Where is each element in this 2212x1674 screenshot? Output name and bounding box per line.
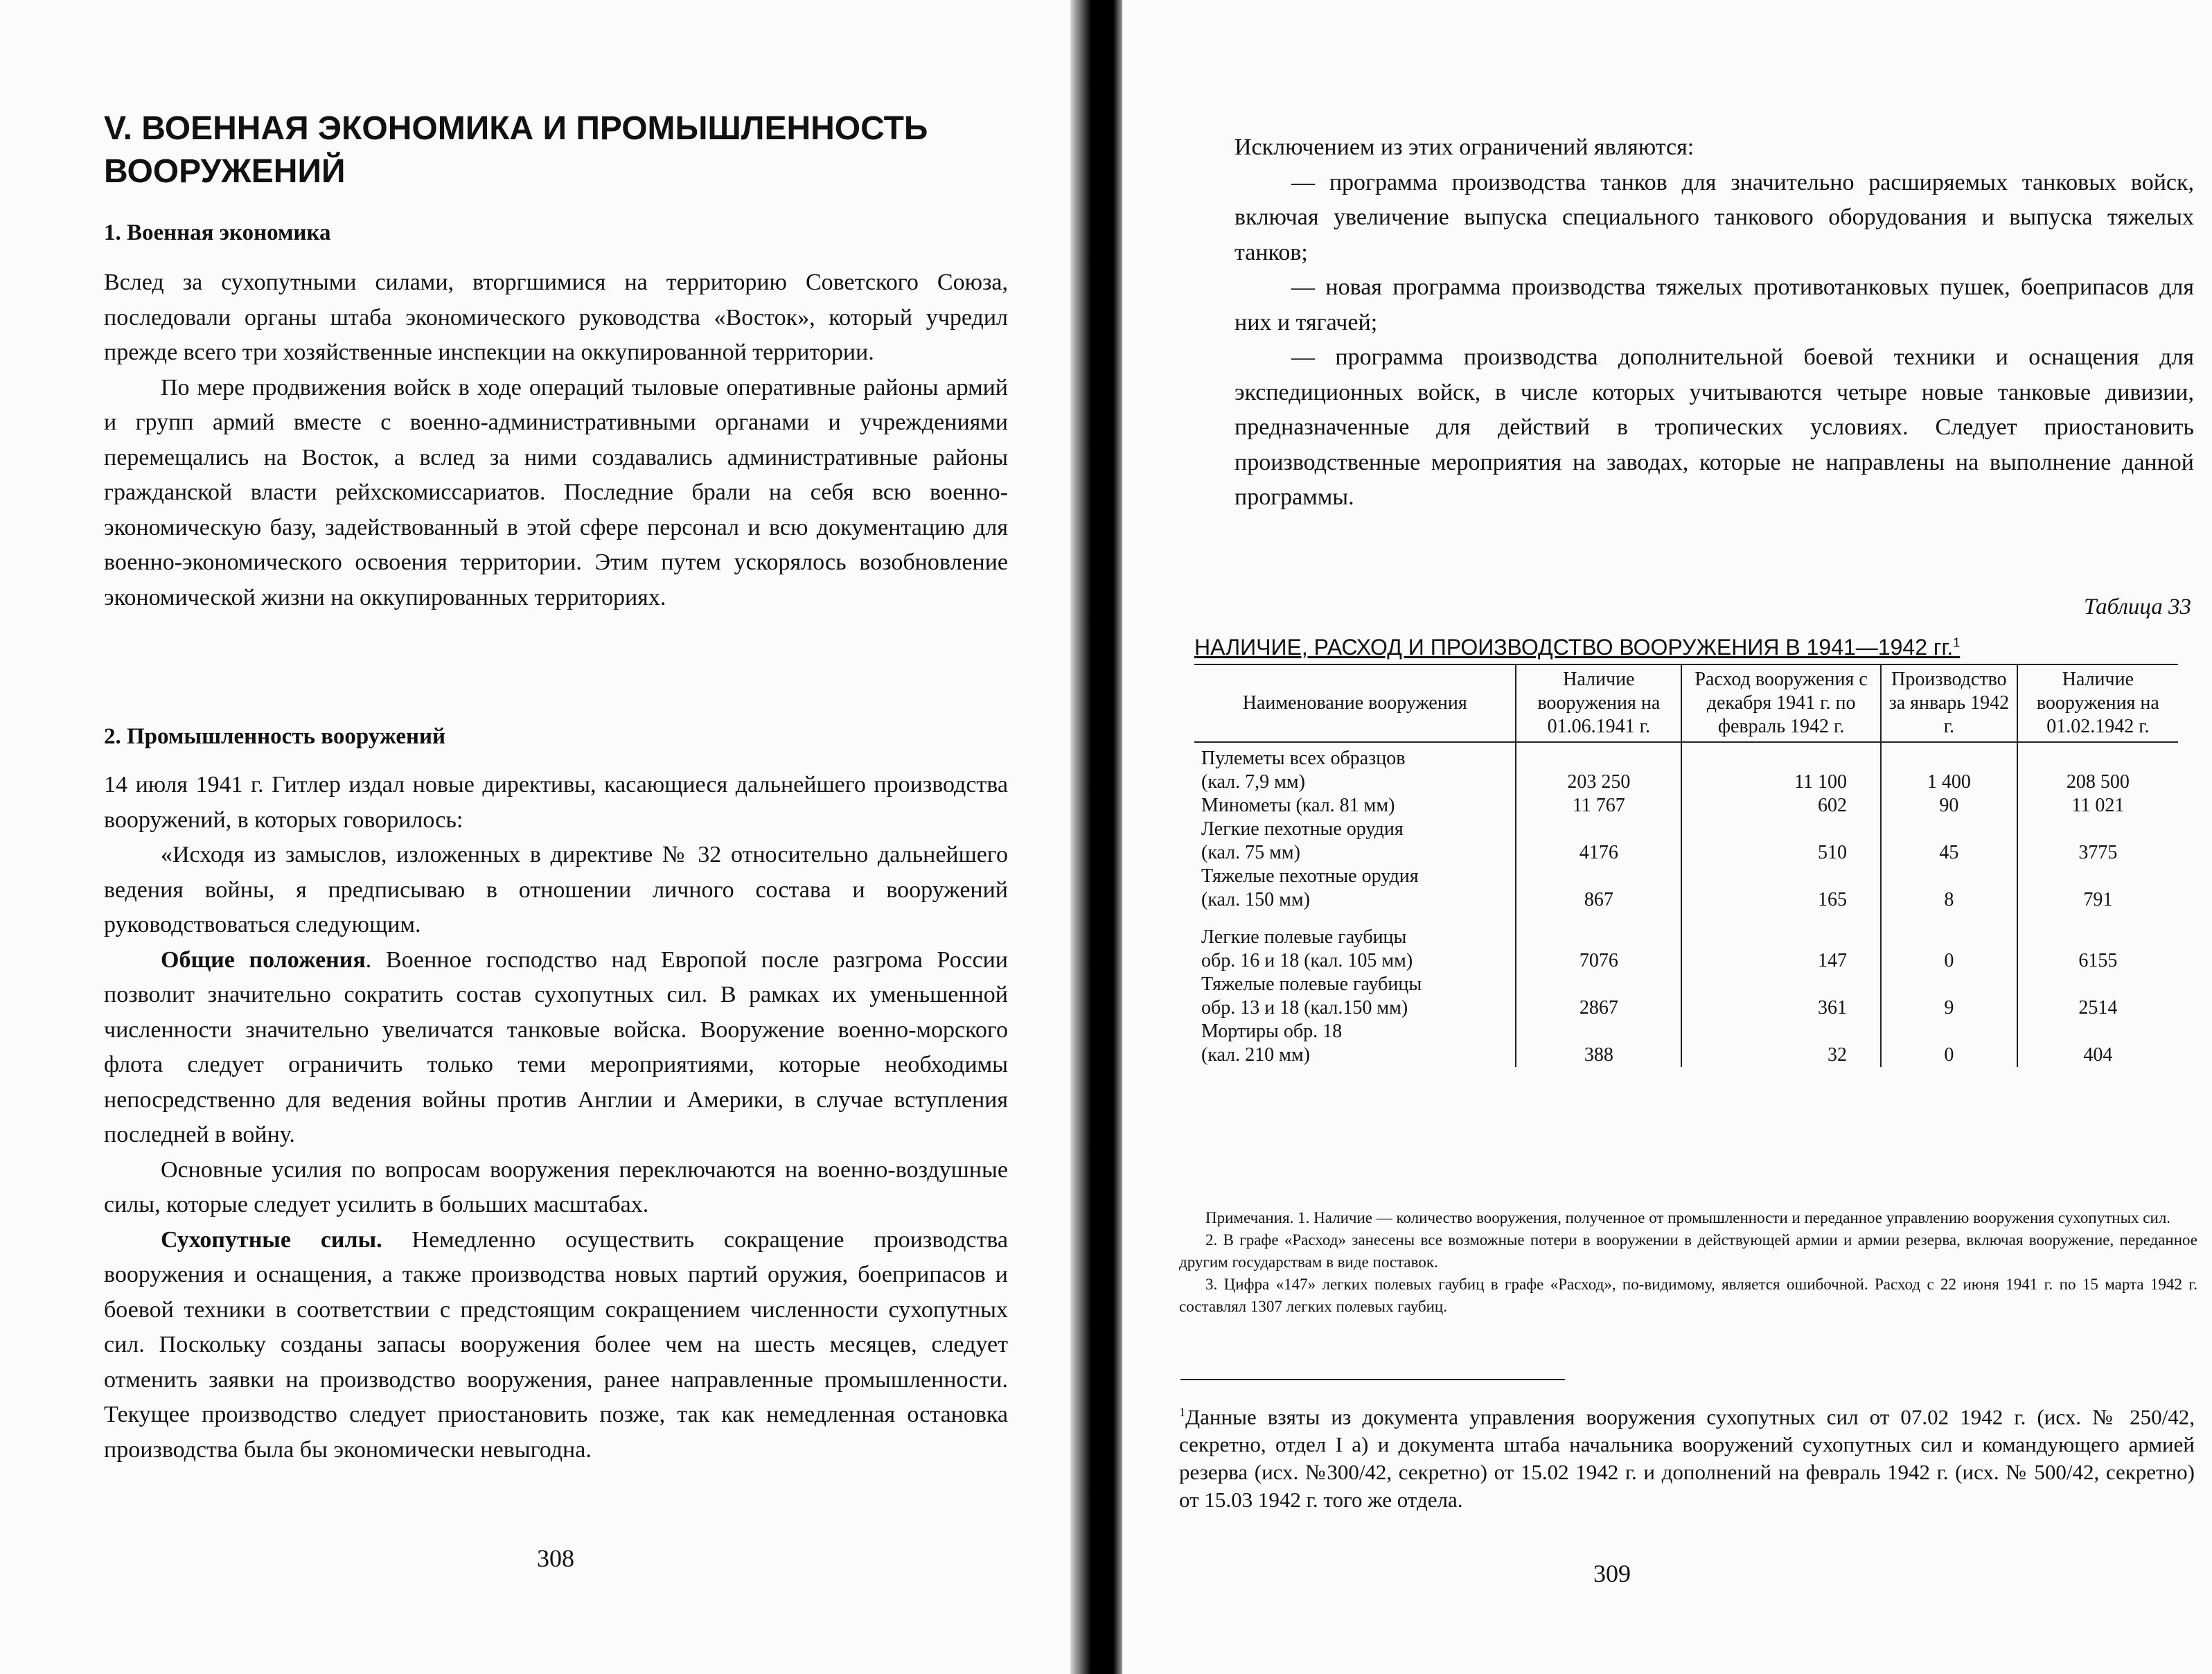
produced-cell <box>1881 1020 2017 1043</box>
weapon-name-cell: Легкие полевые гаубицы <box>1201 926 1407 948</box>
spent-cell <box>1681 926 1881 949</box>
left-page <box>0 0 1070 1674</box>
table-row <box>1194 818 2178 841</box>
spent-cell: 165 <box>1681 888 1881 912</box>
produced-cell: 90 <box>1881 794 2017 818</box>
table-row <box>1194 1020 2178 1043</box>
paragraph-text: Немедленно осуществить сокращение производства вооружения и оснащения, а также производства новых партий оружия, боеприпасов и боевой техники в соответствии с предстоящим сокращением численности сухопутных сил. Поскольку созданы запасы вооружения более чем на шесть месяцев, следует отменить заявки на производство вооружения, ранее направленные промышленности. Текущее производство следует приостановить позже, так как немедленная остановка производства была бы экономически невыгодна. <box>104 1226 1009 1463</box>
list-item: — программа производства танков для значительно расширяемых танковых войск, включая увеличение выпуска специального танкового оборудования и выпуска тяжелых танков; <box>1235 169 2194 265</box>
table-row <box>1194 949 2178 973</box>
paragraph: Исключением из этих ограничений являются: <box>1235 134 1695 160</box>
available-cell: 11 767 <box>1516 794 1681 818</box>
table-row <box>1194 742 2178 770</box>
spent-cell <box>1681 818 1881 841</box>
table-note: Примечания. 1. Наличие — количество вооружения, полученное от промышленности и переданное управлению вооружения сухопутных сил. <box>1205 1209 2171 1226</box>
weapon-name-cell: Пулеметы всех образцов <box>1201 748 1406 769</box>
table-row <box>1194 794 2178 818</box>
table-spacer-row <box>1194 912 2178 926</box>
weapon-name-cell: Тяжелые пехотные орудия <box>1201 865 1419 887</box>
armament-table <box>1194 664 2178 1067</box>
paragraph-general-provisions <box>104 943 1008 1153</box>
remaining-cell: 2514 <box>2017 996 2178 1020</box>
table-title-text: НАЛИЧИЕ, РАСХОД И ПРОИЗВОДСТВО ВООРУЖЕНИЯ В 1941—1942 гг. <box>1194 635 1954 660</box>
section-title-military-economy: 1. Военная экономика <box>104 220 331 245</box>
spent-cell <box>1681 865 1881 888</box>
table-row <box>1194 888 2178 912</box>
available-cell: 4176 <box>1516 841 1681 865</box>
produced-cell <box>1881 926 2017 949</box>
weapon-name-cell: Минометы (кал. 81 мм) <box>1201 795 1395 816</box>
available-cell: 867 <box>1516 888 1681 912</box>
column-header: Наименование вооружения <box>1194 664 1516 742</box>
remaining-cell: 6155 <box>2017 949 2178 973</box>
footnote-marker: 1 <box>1179 1405 1185 1419</box>
available-cell: 7076 <box>1516 949 1681 973</box>
weapon-name-cell: (кал. 75 мм) <box>1201 842 1300 863</box>
remaining-cell: 11 021 <box>2017 794 2178 818</box>
spent-cell: 11 100 <box>1681 770 1881 794</box>
available-cell: 203 250 <box>1516 770 1681 794</box>
produced-cell: 0 <box>1881 1043 2017 1067</box>
available-cell <box>1516 742 1681 770</box>
table-spacer-cell <box>1194 912 1516 926</box>
table-notes <box>1179 1207 2197 1318</box>
produced-cell: 0 <box>1881 949 2017 973</box>
table-spacer-cell <box>1881 912 2017 926</box>
remaining-cell: 208 500 <box>2017 770 2178 794</box>
column-header: Наличие вооружения на 01.06.1941 г. <box>1516 664 1681 742</box>
table-note: 2. В графе «Расход» занесены все возможные потери в вооружении в действующей армии и армии резерва, включая вооружение, переданное другим государствам в виде поставок. <box>1179 1231 2197 1271</box>
section-title-arms-industry: 2. Промышленность вооружений <box>104 724 446 749</box>
weapon-name-cell: обр. 13 и 18 (кал.150 мм) <box>1201 997 1408 1019</box>
footnote-marker: 1 <box>1953 635 1961 650</box>
paragraph: Вслед за сухопутными силами, вторгшимися на территорию Советского Союза, последовали органы штаба экономического руководства «Восток», который учредил прежде всего три хозяйственные инспекции на оккупированной территории. <box>104 270 1008 365</box>
spent-cell <box>1681 973 1881 996</box>
quote-paragraph: «Исходя из замыслов, изложенных в директиве № 32 относительно дальнейшего ведения войны, я предписываю в отношении личного состава и вооружений руководствоваться следующим. <box>104 842 1008 937</box>
remaining-cell <box>2017 742 2178 770</box>
section1-body <box>104 265 1008 615</box>
weapon-name-cell: Легкие пехотные орудия <box>1201 818 1404 840</box>
weapon-name-cell: (кал. 150 мм) <box>1201 889 1310 910</box>
list-item: — программа производства дополнительной боевой техники и оснащения для экспедиционных войск, в числе которых учитываются четыре новые танковые дивизии, предназначенные для действий в тропических условиях. Следует приостановить производственные мероприятия на заводах, которые не направлены на выполнение данной программы. <box>1235 344 2194 510</box>
weapon-name-cell: (кал. 7,9 мм) <box>1201 771 1305 793</box>
remaining-cell <box>2017 865 2178 888</box>
table-spacer-cell <box>1681 912 1881 926</box>
weapon-name-cell: обр. 16 и 18 (кал. 105 мм) <box>1201 950 1413 971</box>
table-header-row <box>1194 664 2178 742</box>
produced-cell <box>1881 865 2017 888</box>
footnote <box>1179 1398 2195 1514</box>
footnote-text: Данные взяты из документа управления вооружения сухопутных сил от 07.02 1942 г. (исх. № 250/42, секретно, отдел I а) и документа штаба начальника вооружений сухопутных сил и командующего армией резерва (исх. №300/42, секретно) от 15.02 1942 г. и дополнений на февраль 1942 г. (исх. № 500/42, секретно) от 15.03 1942 г. того же отдела. <box>1179 1404 2195 1513</box>
available-cell: 388 <box>1516 1043 1681 1067</box>
table-row <box>1194 996 2178 1020</box>
remaining-cell <box>2017 973 2178 996</box>
produced-cell <box>1881 973 2017 996</box>
spent-cell: 510 <box>1681 841 1881 865</box>
table-caption: Таблица 33 <box>2084 594 2191 619</box>
produced-cell <box>1881 818 2017 841</box>
available-cell <box>1516 1020 1681 1043</box>
paragraph-ground-forces <box>104 1223 1008 1468</box>
available-cell: 2867 <box>1516 996 1681 1020</box>
table-row <box>1194 865 2178 888</box>
spent-cell: 147 <box>1681 949 1881 973</box>
table-row <box>1194 1043 2178 1067</box>
table-body <box>1194 742 2178 1067</box>
paragraph: Основные усилия по вопросам вооружения переключаются на военно-воздушные силы, которые следует усилить в больших масштабах. <box>104 1156 1008 1217</box>
produced-cell <box>1881 742 2017 770</box>
page-number-left: 308 <box>537 1544 574 1572</box>
column-header: Расход вооружения с декабря 1941 г. по февраль 1942 г. <box>1681 664 1881 742</box>
table-row <box>1194 973 2178 996</box>
book-spine <box>1070 0 1122 1674</box>
right-page <box>1122 0 2212 1674</box>
run-in-heading: Сухопутные силы. <box>161 1226 382 1253</box>
list-item: — новая программа производства тяжелых противотанковых пушек, боеприпасов для них и тягачей; <box>1235 274 2194 335</box>
remaining-cell: 791 <box>2017 888 2178 912</box>
column-header: Производство за январь 1942 г. <box>1881 664 2017 742</box>
table-note: 3. Цифра «147» легких полевых гаубиц в графе «Расход», по-видимому, является ошибочной. Расход с 22 июня 1941 г. по 15 марта 1942 г. составлял 1307 легких полевых гаубиц. <box>1179 1276 2197 1315</box>
table-title <box>1194 635 2088 660</box>
exceptions-body <box>1235 130 2194 516</box>
table-row <box>1194 926 2178 949</box>
available-cell <box>1516 865 1681 888</box>
page-number-right: 309 <box>1593 1560 1631 1587</box>
remaining-cell: 3775 <box>2017 841 2178 865</box>
footnote-divider <box>1180 1379 1565 1380</box>
available-cell <box>1516 926 1681 949</box>
run-in-heading: Общие положения <box>161 946 366 973</box>
remaining-cell <box>2017 818 2178 841</box>
remaining-cell: 404 <box>2017 1043 2178 1067</box>
section2-body <box>104 768 1008 1468</box>
table-row <box>1194 770 2178 794</box>
spent-cell: 32 <box>1681 1043 1881 1067</box>
paragraph: 14 июля 1941 г. Гитлер издал новые директивы, касающиеся дальнейшего производства вооружений, в которых говорилось: <box>104 772 1008 833</box>
spent-cell <box>1681 1020 1881 1043</box>
table-spacer-cell <box>2017 912 2178 926</box>
table-spacer-cell <box>1516 912 1681 926</box>
weapon-name-cell: Тяжелые полевые гаубицы <box>1201 973 1422 995</box>
available-cell <box>1516 973 1681 996</box>
remaining-cell <box>2017 926 2178 949</box>
spent-cell <box>1681 742 1881 770</box>
weapon-name-cell: (кал. 210 мм) <box>1201 1044 1310 1066</box>
paragraph-text: . Военное господство над Европой после разгрома России позволит значительно сократить состав сухопутных сил. В рамках их уменьшенной численности значительно увеличатся танковые войска. Вооружение военно-морского флота следует ограничить только теми мероприятиями, которые необходимы непосредственно для ведения войны против Англии и Америки, в случае вступления последней в войну. <box>104 946 1008 1147</box>
remaining-cell <box>2017 1020 2178 1043</box>
paragraph: По мере продвижения войск в ходе операций тыловые оперативные районы армий и групп армий вместе с военно-административными органами и учреждениями перемещались на Восток, а вслед за ними создавались административные районы гражданской власти рейхскомиссариатов. Последние брали на себя всю военно-экономическую базу, задействованный в этой сфере персонал и всю документацию для военно-экономического освоения территории. Этим путем ускорялось возобновление экономической жизни на оккупированных территориях. <box>104 374 1008 610</box>
produced-cell: 45 <box>1881 841 2017 865</box>
chapter-title: V. ВОЕННАЯ ЭКОНОМИКА И ПРОМЫШЛЕННОСТЬ ВООРУЖЕНИЙ <box>104 110 928 190</box>
produced-cell: 9 <box>1881 996 2017 1020</box>
available-cell <box>1516 818 1681 841</box>
spent-cell: 361 <box>1681 996 1881 1020</box>
column-header: Наличие вооружения на 01.02.1942 г. <box>2017 664 2178 742</box>
produced-cell: 8 <box>1881 888 2017 912</box>
table-row <box>1194 841 2178 865</box>
spent-cell: 602 <box>1681 794 1881 818</box>
produced-cell: 1 400 <box>1881 770 2017 794</box>
weapon-name-cell: Мортиры обр. 18 <box>1201 1021 1343 1042</box>
